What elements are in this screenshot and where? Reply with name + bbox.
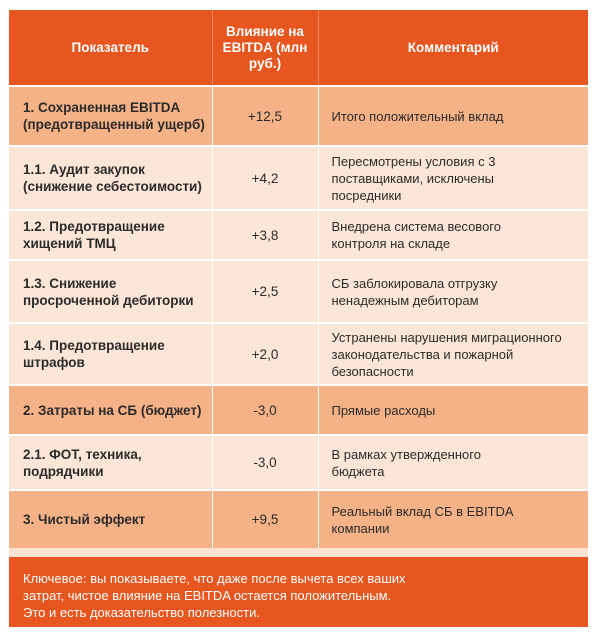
ebitda-impact-table [9,10,588,548]
row-indicator: 1.2. Предотвращение хищений ТМЦ [9,210,212,260]
row-comment-text: В рамках утвержденного бюджета [331,446,481,479]
row-comment-text: Устранены нарушения миграционного законодательства и пожарной безопасности [331,329,562,379]
row-indicator: 2.1. ФОТ, техника, подрядчики [9,435,212,490]
header-value-text: Влияние на EBITDA (млн руб.) [222,23,308,71]
row-comment [318,210,588,260]
row-value: +9,5 [212,490,318,548]
table-row [9,435,588,490]
results-card [9,10,588,627]
table-row [9,323,588,385]
table-row [9,146,588,210]
header-indicator: Показатель [9,10,212,86]
row-comment-text: СБ заблокировала отгрузку ненадежным дебиторам [331,275,498,308]
row-comment [318,260,588,323]
row-indicator: 3. Чистый эффект [9,490,212,548]
takeaway-line-2: затрат, чистое влияние на EBITDA остается положительным. [23,588,392,603]
header-value [212,10,318,86]
row-comment: Итого положительный вклад [318,86,588,146]
row-value: +4,2 [212,146,318,210]
table-header-row [9,10,588,86]
row-value: +2,5 [212,260,318,323]
row-indicator: 1.4. Предотвращение штрафов [9,323,212,385]
row-indicator: 1. Сохраненная EBITDA (предотвращенный ущерб) [9,86,212,146]
row-value: +12,5 [212,86,318,146]
row-value: -3,0 [212,385,318,435]
row-indicator: 2. Затраты на СБ (бюджет) [9,385,212,435]
table-row [9,86,588,146]
table-row [9,385,588,435]
row-comment [318,323,588,385]
row-comment-text: Реальный вклад СБ в EBITDA компании [331,503,513,536]
row-value: -3,0 [212,435,318,490]
table-row [9,260,588,323]
table-row [9,490,588,548]
row-indicator: 1.3. Снижение просроченной дебиторки [9,260,212,323]
row-comment [318,146,588,210]
row-comment [318,435,588,490]
key-takeaway-banner [9,557,588,627]
row-comment: Прямые расходы [318,385,588,435]
table-row [9,210,588,260]
row-value: +2,0 [212,323,318,385]
row-comment [318,490,588,548]
row-comment-text: Пересмотрены условия с 3 поставщиками, исключены посредники [331,153,496,203]
header-comment: Комментарий [318,10,588,86]
row-value: +3,8 [212,210,318,260]
row-indicator: 1.1. Аудит закупок (снижение себестоимости) [9,146,212,210]
takeaway-line-1: Ключевое: вы показываете, что даже после вычета всех ваших [23,571,406,586]
takeaway-line-3: Это и есть доказательство полезности. [23,605,260,620]
row-comment-text: Внедрена система весового контроля на складе [331,219,501,251]
